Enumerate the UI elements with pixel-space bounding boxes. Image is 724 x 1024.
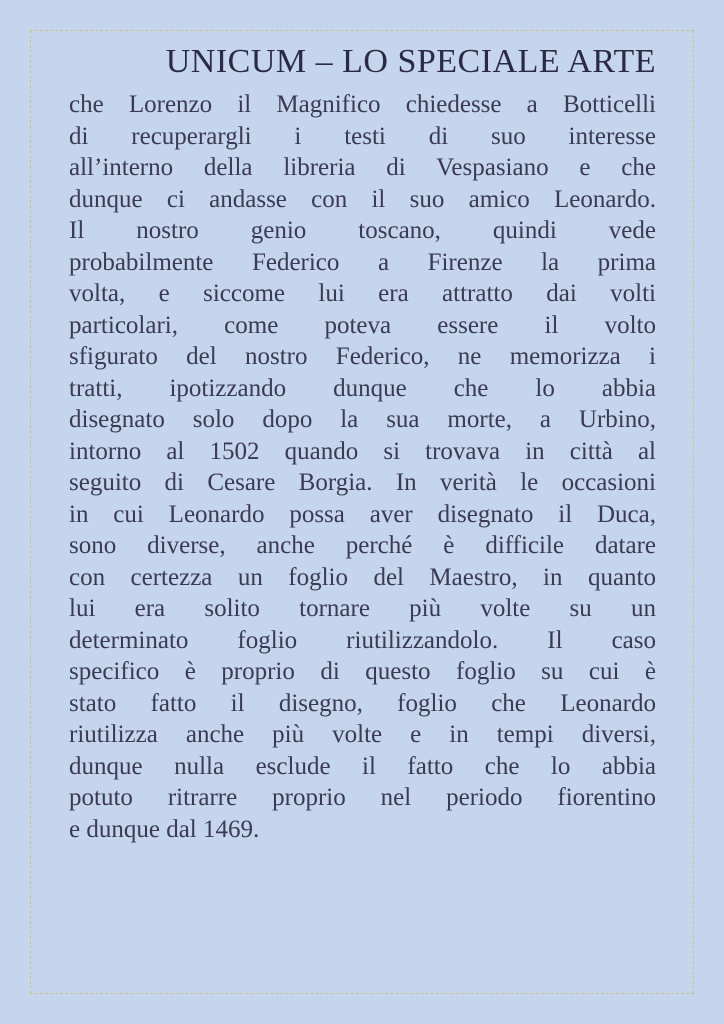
text-line: sfigurato del nostro Federico, ne memorizza i (69, 343, 656, 370)
text-line: potuto ritrarre proprio nel periodo fiorentino (69, 784, 656, 811)
text-line: riutilizza anche più volte e in tempi diversi, (69, 721, 656, 748)
text-line: particolari, come poteva essere il volto (69, 311, 656, 339)
text-line: in cui Leonardo possa aver disegnato il Duca, (69, 500, 656, 528)
text-line: volta, e siccome lui era attratto dai volti (69, 280, 656, 307)
text-line: all’interno della libreria di Vespasiano e che (69, 154, 656, 181)
text-line: determinato foglio riutilizzandolo. Il caso (69, 626, 656, 654)
text-line: sono diverse, anche perché è difficile datare (69, 532, 656, 559)
text-line: lui era solito tornare più volte su un (69, 595, 656, 622)
text-line: seguito di Cesare Borgia. In verità le occasioni (69, 469, 656, 496)
text-line: e dunque dal 1469. (69, 815, 260, 843)
text-line: stato fatto il disegno, foglio che Leonardo (69, 689, 656, 717)
text-line: probabilmente Federico a Firenze la prima (69, 248, 656, 276)
text-line: Il nostro genio toscano, quindi vede (69, 217, 656, 244)
text-line: con certezza un foglio del Maestro, in quanto (69, 563, 656, 591)
article-body (69, 89, 656, 845)
text-line: intorno al 1502 quando si trovava in città al (69, 437, 656, 465)
text-line: dunque ci andasse con il suo amico Leonardo. (69, 185, 656, 213)
text-line: che Lorenzo il Magnifico chiedesse a Botticelli (69, 91, 656, 118)
text-line: di recuperargli i testi di suo interesse (69, 122, 656, 150)
text-line: disegnato solo dopo la sua morte, a Urbino, (69, 406, 656, 433)
page-title: UNICUM – LO SPECIALE ARTE (165, 43, 656, 80)
text-line: dunque nulla esclude il fatto che lo abbia (69, 752, 656, 780)
text-line: tratti, ipotizzando dunque che lo abbia (69, 374, 656, 402)
text-line: specifico è proprio di questo foglio su cui è (69, 658, 656, 685)
